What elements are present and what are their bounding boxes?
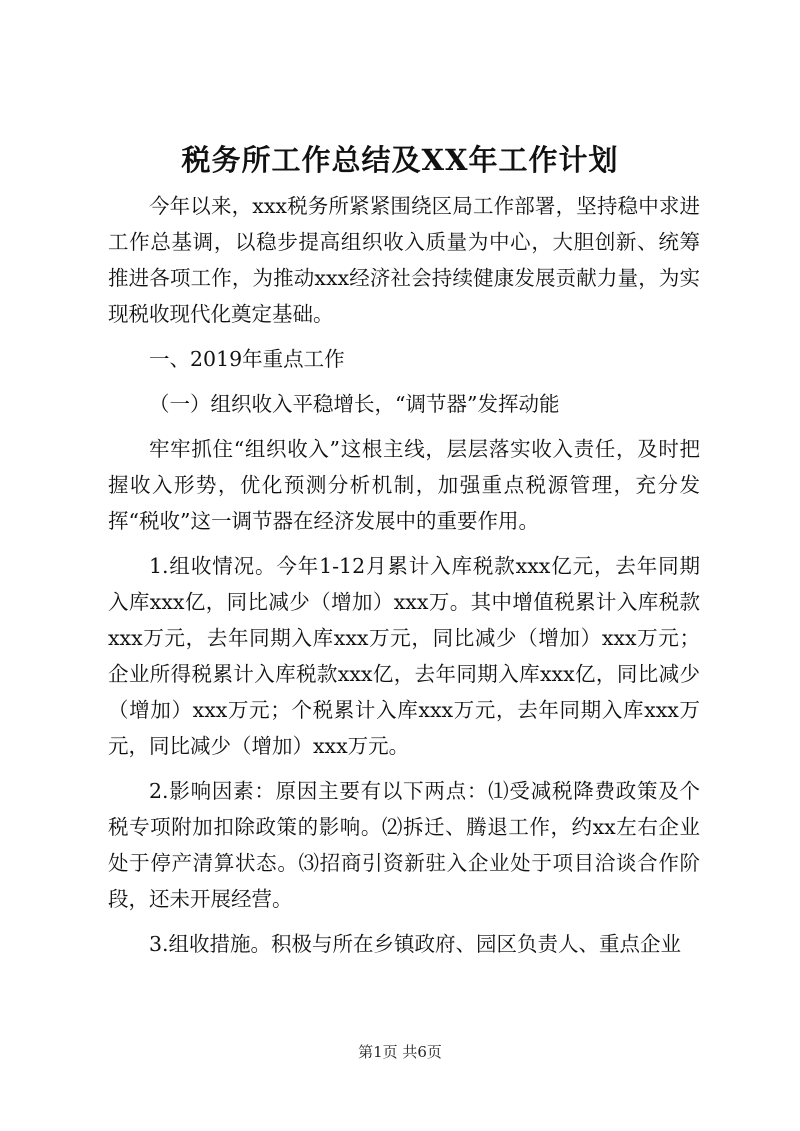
paragraph-intro: 今年以来，xxx税务所紧紧围绕区局工作部署，坚持稳中求进工作总基调，以稳步提高组织收入质量为中心，大胆创新、统筹推进各项工作，为推动xxx经济社会持续健康发展贡献力量，为实现税收现代化奠定基础。: [108, 194, 700, 326]
paragraph-revenue-measures: 3.组收措施。积极与所在乡镇政府、园区负责人、重点企业: [149, 932, 682, 956]
document-title: 税务所工作总结及XX年工作计划: [181, 143, 619, 177]
paragraph-revenue-status: 1.组收情况。今年1-12月累计入库税款xxx亿元，去年同期入库xxx亿，同比减少（增加）xxx万。其中增值税累计入库税款xxx万元，去年同期入库xxx万元，同比减少（增加）xxx万元；企业所得税累计入库税款xxx亿，去年同期入库xxx亿，同比减少（增加）xxx万元；个税累计入库xxx万元，去年同期入库xxx万元，同比减少（增加）xxx万元。: [108, 554, 700, 758]
page-number-footer: 第1页 共6页: [358, 1043, 442, 1061]
paragraph-influencing-factors: 2.影响因素：原因主要有以下两点：⑴受减税降费政策及个税专项附加扣除政策的影响。⑵拆迁、腾退工作，约xx左右企业处于停产清算状态。⑶招商引资新驻入企业处于项目洽谈合作阶段，还未开展经营。: [108, 779, 700, 911]
document-body: [108, 188, 700, 962]
subsection-heading: （一）组织收入平稳增长，“调节器”发挥动能: [149, 392, 560, 416]
paragraph-revenue-overview: 牢牢抓住“组织收入”这根主线，层层落实收入责任，及时把握收入形势，优化预测分析机制，加强重点税源管理，充分发挥“税收”这一调节器在经济发展中的重要作用。: [108, 437, 700, 533]
section-heading: 一、2019年重点工作: [149, 347, 345, 371]
